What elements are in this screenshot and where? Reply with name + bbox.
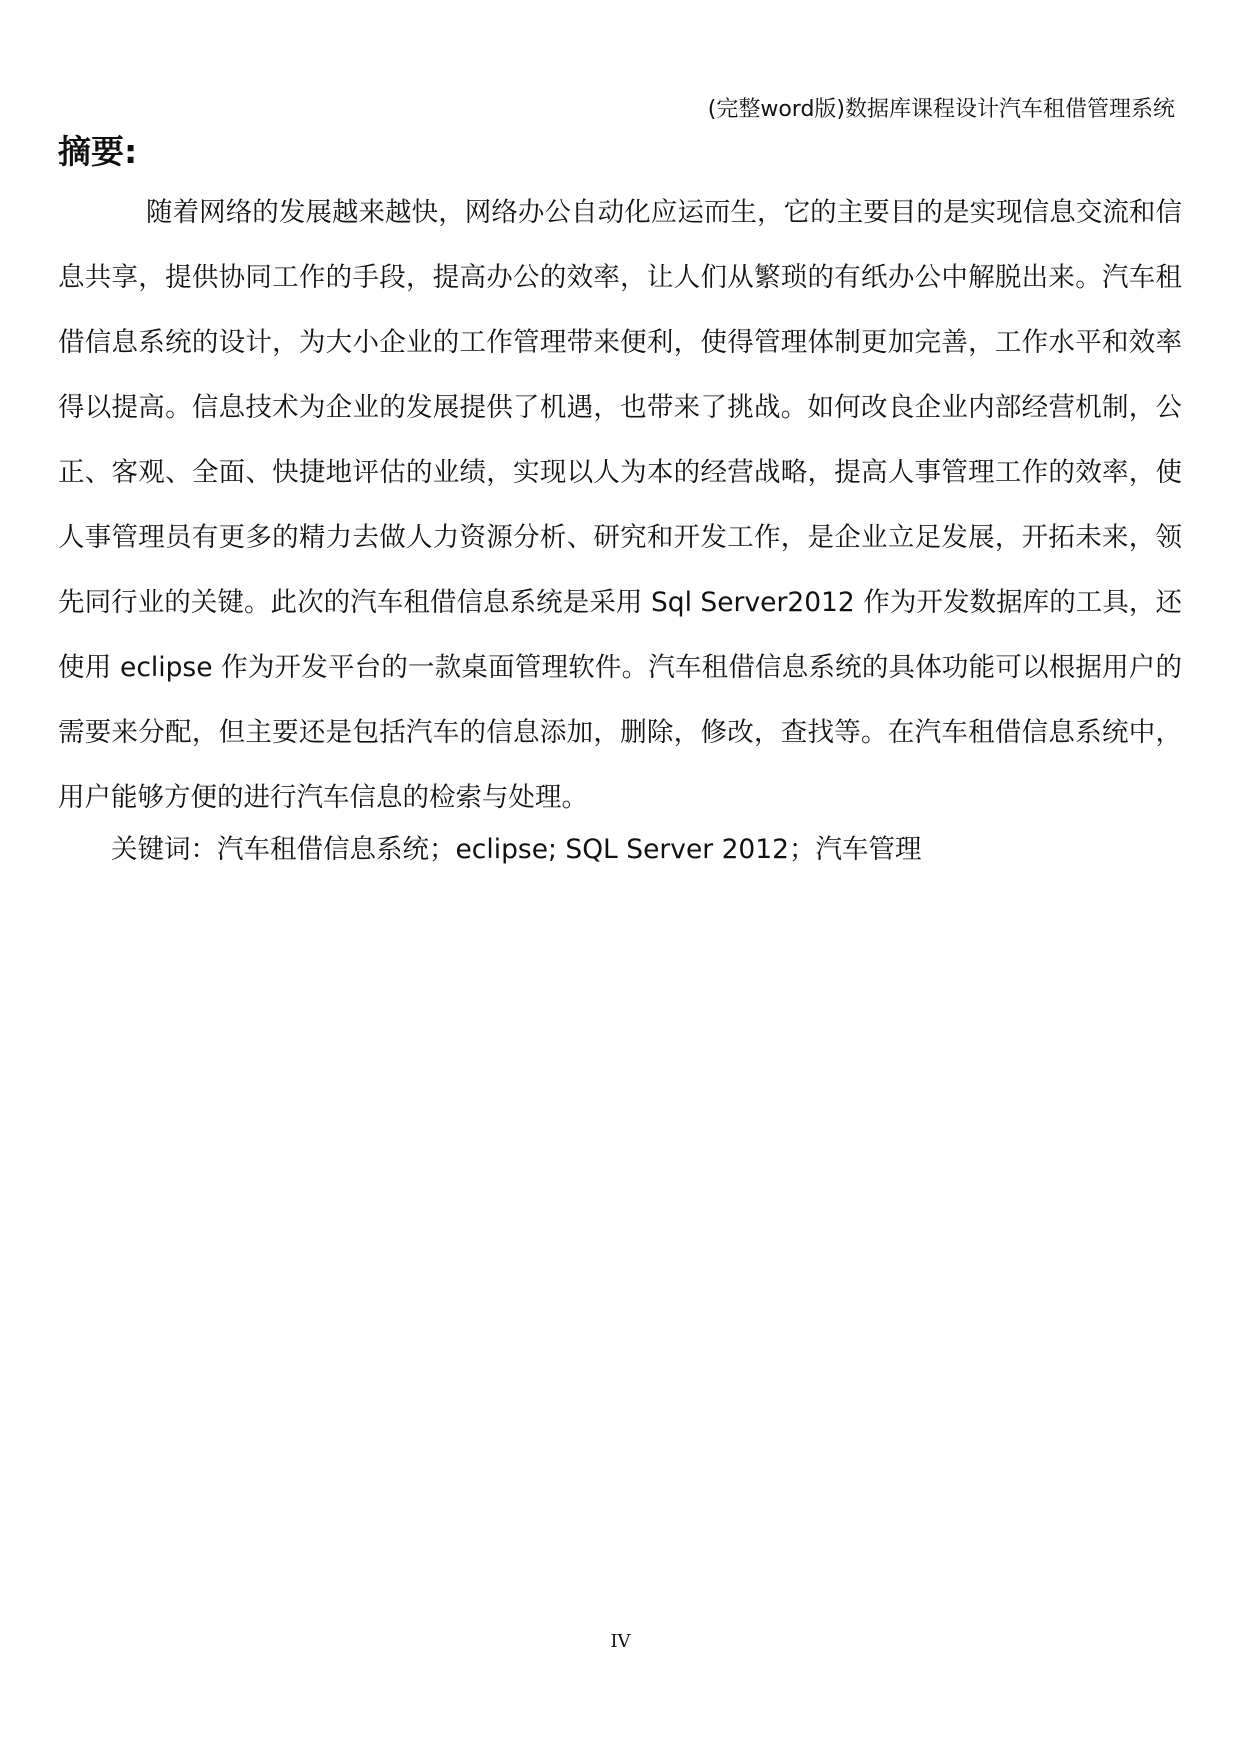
keywords-line: 关键词：汽车租借信息系统；eclipse; SQL Server 2012；汽车管理 (111, 834, 922, 865)
abstract-body: 随着网络的发展越来越快，网络办公自动化应运而生，它的主要目的是实现信息交流和信息共享，提供协同工作的手段，提高办公的效率，让人们从繁琐的有纸办公中解脱出来。汽车租借信息系统的设计，为大小企业的工作管理带来便利，使得管理体制更加完善，工作水平和效率得以提高。信息技术为企业的发展提供了机遇，也带来了挑战。如何改良企业内部经营机制，公正、客观、全面、快捷地评估的业绩，实现以人为本的经营战略，提高人事管理工作的效率，使人事管理员有更多的精力去做人力资源分析、研究和开发工作，是企业立足发展，开拓未来，领先同行业的关键。此次的汽车租借信息系统是采用 Sql Server2012 作为开发数据库的工具，还使用 eclipse 作为开发平台的一款桌面管理软件。汽车租借信息系统的具体功能可以根据用户的需要来分配，但主要还是包括汽车的信息添加，删除，修改，查找等。在汽车租借信息系统中，用户能够方便的进行汽车信息的检索与处理。 (58, 197, 1182, 813)
page-number: IV (610, 1631, 631, 1652)
running-header: (完整word版)数据库课程设计汽车租借管理系统 (707, 97, 1175, 122)
abstract-heading: 摘要: (58, 132, 138, 171)
